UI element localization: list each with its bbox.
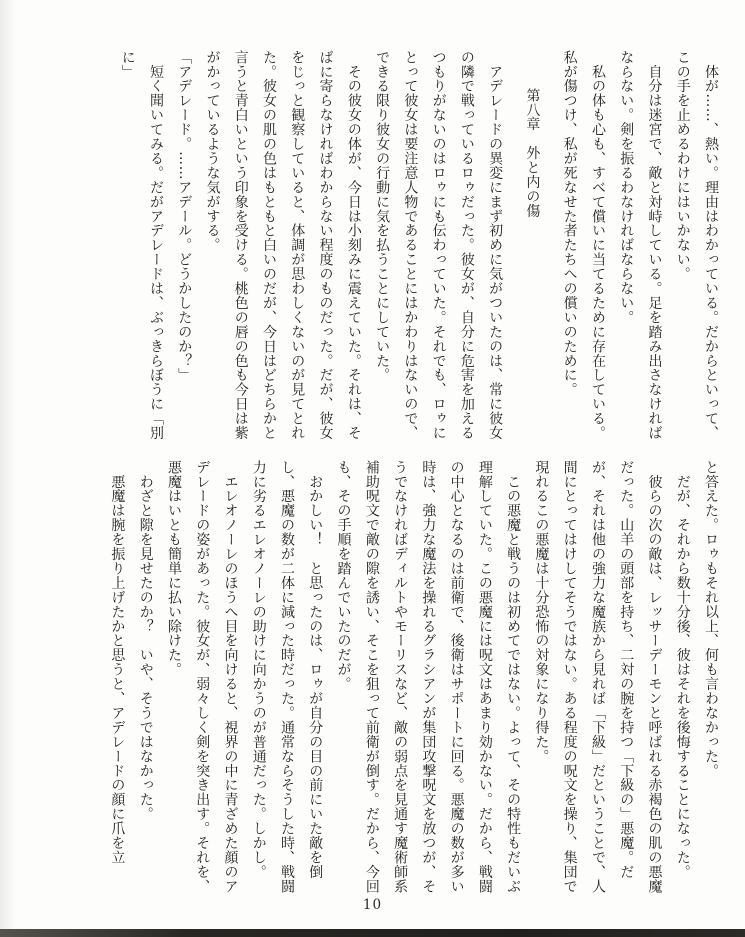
paragraph: その彼女の体が、今日は小刻みに震えていた。それは、そばに寄らなければわからない程度のものだった。だが、彼女をじっと観察していると、体調が思わしくないのが見てとれた。彼女の肌の色はもともと白いのだが、今日はどちらかと言うと青白いという印象を受ける。桃色の唇の色も今日は紫がかっているような気がする。 [204, 50, 362, 441]
bottom-text-block [103, 460, 725, 894]
paragraph: 彼らの次の敵は、レッサーデーモンと呼ばれる赤褐色の肌の悪魔だった。山羊の頭部を持ち、二対の腕を持つ「下級の」悪魔。だが、それは他の強力な魔族から見れば「下級」だということで、人間にとってはけしてそうではない。ある程度の呪文を操り、集団で現れるこの悪魔は十分恐怖の対象になり得た。 [533, 460, 663, 894]
paragraph: 体が……、熱い。理由はわかっている。だからといって、この手を止めるわけにはいかない。 [674, 50, 719, 441]
paragraph: おかしい！ と思ったのは、ロゥが自分の目の前にいた敵を倒し、悪魔の数が二体に減った時だった。通常ならそうした時、戦闘力に劣るエレオノーレの助けに向かうのが普通だった。しかし。 [250, 460, 324, 894]
paragraph: この悪魔と戦うのは初めてではない。よって、その特性もだいぶ理解していた。この悪魔には呪文はあまり効かない。だから、戦闘の中心となるのは前衛で、後衛はサポートに回る。悪魔の数が多い時は、強力な魔法を操れるグラシアンが集団攻撃呪文を放つが、そうでなければディルトやモーリスなど、敵の弱点を見通す魔術師系補助呪文で敵の隙を誘い、そこを狙って前衛が倒す。だから、今回も、その手順を踏んでいたのだが。 [335, 460, 522, 894]
paragraph: 私の体も心も、すべて償いに当てるために存在している。私が傷つけ、私が死なせた者たちへの償いのために。 [561, 50, 606, 441]
paragraph: 短く聞いてみる。だがアデレードは、ぶっきらぼうに「別に」 [119, 50, 164, 441]
paragraph: わざと隙を見せたのか？ いや、そうではなかった。 [137, 460, 154, 822]
paragraph: 悪魔は腕を振り上げたかと思うと、アデレードの顔に爪を立 [109, 460, 126, 865]
top-text-block [113, 50, 725, 446]
scan-shadow-left [0, 0, 16, 937]
paragraph: 自分は迷宮で、敵と対峙している。足を踏み出さなければならない。剣を振るわなければならない。 [618, 50, 663, 441]
chapter-title: 第八章 外と内の傷 [524, 88, 541, 219]
paragraph: 「アデレード。……アデール。どうかしたのか？」 [176, 50, 193, 383]
paragraph: と答えた。ロゥもそれ以上、何も言わなかった。 [703, 460, 719, 778]
paragraph: アデレードの異変にまず初めに気がついたのは、常に彼女の隣で戦っているロゥだった。彼女が、自分に危害を加えるつもりがないのはロゥにも伝わっていた。それでも、ロゥにとって彼女は要注意人物であることにはかわりはないので、できる限り彼女の行動に気を払うことにしていた。 [374, 50, 504, 441]
paragraph: エレオノーレのほうへ目を向けると、視界の中に青ざめた顔のアデレードの姿があった。彼女が、弱々しく剣を突き出す。それを、悪魔はいとも簡単に払い除けた。 [165, 460, 239, 894]
scan-edge-bottom [0, 929, 745, 937]
page-number: 10 [362, 897, 383, 913]
paragraph: だが、それから数十分後、彼はそれを後悔することになった。 [674, 460, 691, 880]
